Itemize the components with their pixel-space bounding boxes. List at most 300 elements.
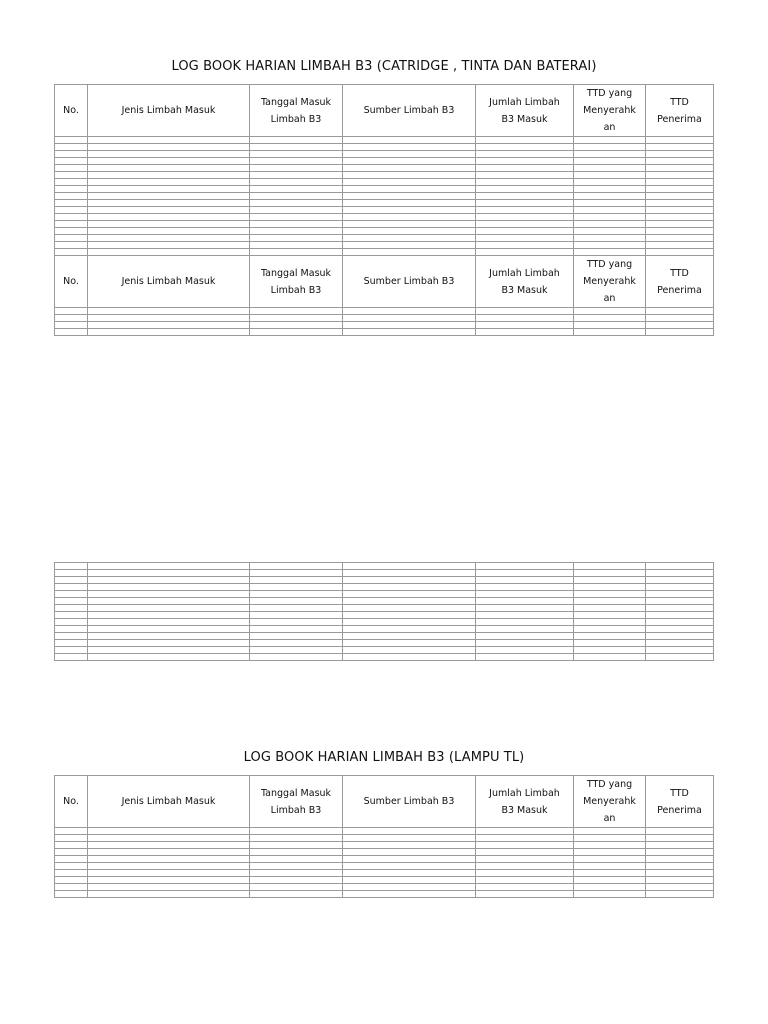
- table-cell: [88, 598, 250, 605]
- table-cell: [55, 856, 88, 863]
- table-cell: [55, 647, 88, 654]
- table-cell: [250, 598, 343, 605]
- table-cell: [88, 891, 250, 898]
- table-cell: [55, 835, 88, 842]
- table-cell: [476, 612, 574, 619]
- table-row: [55, 186, 714, 193]
- table-cell: [88, 249, 250, 256]
- table-row: [55, 221, 714, 228]
- table-cell: [646, 877, 714, 884]
- table-cell: [88, 619, 250, 626]
- table-cell: [646, 242, 714, 249]
- table-cell: [646, 842, 714, 849]
- table-cell: [55, 329, 88, 336]
- table-cell: [88, 835, 250, 842]
- table-cell: [646, 144, 714, 151]
- table-row: [55, 598, 714, 605]
- table-cell: [476, 179, 574, 186]
- table-cell: [476, 584, 574, 591]
- table-cell: [646, 151, 714, 158]
- table-cell: [476, 308, 574, 315]
- table-cell: [476, 200, 574, 207]
- table-cell: [88, 322, 250, 329]
- table-row: [55, 158, 714, 165]
- table-cell: [476, 835, 574, 842]
- table-cell: [476, 228, 574, 235]
- table-cell: [88, 308, 250, 315]
- table-cell: [250, 186, 343, 193]
- table-cell: [646, 584, 714, 591]
- table-cell: [88, 577, 250, 584]
- table-cell: [476, 221, 574, 228]
- table-cell: [574, 577, 646, 584]
- table-cell: [646, 891, 714, 898]
- table-cell: [88, 870, 250, 877]
- table-cell: [343, 137, 476, 144]
- table-cell: [88, 633, 250, 640]
- table-cell: [574, 144, 646, 151]
- table-cell: [55, 165, 88, 172]
- table-cell: [476, 619, 574, 626]
- table-cell: [574, 842, 646, 849]
- table-cell: [250, 242, 343, 249]
- table-cell: [343, 591, 476, 598]
- header-sumber-limbah: Sumber Limbah B3: [343, 85, 476, 137]
- table-cell: [88, 228, 250, 235]
- table-cell: [55, 221, 88, 228]
- header-jenis-limbah: Jenis Limbah Masuk: [88, 776, 250, 828]
- table-cell: [574, 228, 646, 235]
- table-cell: [55, 877, 88, 884]
- table-cell: [55, 563, 88, 570]
- table-cell: [88, 842, 250, 849]
- table-cell: [55, 249, 88, 256]
- table-cell: [476, 249, 574, 256]
- header-no: No.: [55, 85, 88, 137]
- table-cell: [476, 849, 574, 856]
- table-cell: [55, 626, 88, 633]
- table-cell: [476, 193, 574, 200]
- table-cell: [646, 640, 714, 647]
- table-cell: [55, 186, 88, 193]
- table-cell: [343, 165, 476, 172]
- table-cell: [55, 619, 88, 626]
- table-cell: [55, 228, 88, 235]
- table-row: [55, 647, 714, 654]
- table-cell: [343, 144, 476, 151]
- table-row: [55, 828, 714, 835]
- table-row: [55, 605, 714, 612]
- table-row: [55, 563, 714, 570]
- table-cell: [476, 877, 574, 884]
- table-cell: [250, 158, 343, 165]
- table-cell: [343, 891, 476, 898]
- table-cell: [476, 640, 574, 647]
- table-cell: [476, 151, 574, 158]
- table-cell: [250, 228, 343, 235]
- table-row: [55, 235, 714, 242]
- table-cell: [55, 598, 88, 605]
- table-cell: [250, 144, 343, 151]
- table-cell: [55, 870, 88, 877]
- table-cell: [88, 640, 250, 647]
- table-cell: [646, 647, 714, 654]
- table-cell: [574, 884, 646, 891]
- table-cell: [646, 849, 714, 856]
- table-cell: [343, 584, 476, 591]
- table-cell: [55, 863, 88, 870]
- table-cell: [343, 856, 476, 863]
- table-cell: [250, 329, 343, 336]
- table-cell: [55, 654, 88, 661]
- table-cell: [646, 605, 714, 612]
- table-cell: [250, 570, 343, 577]
- header-jenis-limbah: Jenis Limbah Masuk: [88, 85, 250, 137]
- table-cell: [343, 598, 476, 605]
- table-cell: [343, 242, 476, 249]
- table-cell: [55, 570, 88, 577]
- table-cell: [343, 647, 476, 654]
- table-cell: [476, 626, 574, 633]
- table-cell: [250, 172, 343, 179]
- table-row: [55, 570, 714, 577]
- table-cell: [574, 891, 646, 898]
- table-cell: [646, 856, 714, 863]
- table-cell: [476, 654, 574, 661]
- table-cell: [343, 329, 476, 336]
- table-cell: [574, 137, 646, 144]
- table-cell: [646, 315, 714, 322]
- table-cell: [343, 186, 476, 193]
- table-cell: [250, 165, 343, 172]
- table-row: [55, 137, 714, 144]
- table-cell: [88, 605, 250, 612]
- table-cell: [574, 856, 646, 863]
- table-cell: [574, 619, 646, 626]
- table-cell: [55, 842, 88, 849]
- table-cell: [343, 151, 476, 158]
- table-cell: [88, 207, 250, 214]
- table-cell: [343, 877, 476, 884]
- table-header-row: [55, 776, 714, 828]
- logbook-table-cartridge-continued: [54, 562, 714, 661]
- table-cell: [250, 151, 343, 158]
- table-cell: [343, 228, 476, 235]
- table-cell: [343, 200, 476, 207]
- table-cell: [250, 207, 343, 214]
- header-no: No.: [55, 256, 88, 308]
- table-cell: [574, 870, 646, 877]
- table-cell: [343, 577, 476, 584]
- header-jenis-limbah: Jenis Limbah Masuk: [88, 256, 250, 308]
- table-cell: [55, 884, 88, 891]
- table-cell: [88, 144, 250, 151]
- table-cell: [574, 165, 646, 172]
- table-cell: [646, 186, 714, 193]
- table-cell: [343, 849, 476, 856]
- logbook-table-lampu-tl: [54, 775, 714, 898]
- logbook-table-cartridge: [54, 84, 714, 336]
- table-row: [55, 308, 714, 315]
- table-cell: [88, 849, 250, 856]
- table-cell: [88, 200, 250, 207]
- table-cell: [476, 165, 574, 172]
- table-cell: [574, 329, 646, 336]
- table-cell: [250, 249, 343, 256]
- table-cell: [343, 158, 476, 165]
- table-cell: [343, 835, 476, 842]
- document-title-lampu-tl: LOG BOOK HARIAN LIMBAH B3 (LAMPU TL): [243, 750, 525, 765]
- table-cell: [55, 640, 88, 647]
- table-cell: [574, 647, 646, 654]
- table-cell: [250, 193, 343, 200]
- table-cell: [250, 863, 343, 870]
- table-cell: [55, 633, 88, 640]
- table-cell: [88, 214, 250, 221]
- table-cell: [250, 214, 343, 221]
- table-cell: [343, 619, 476, 626]
- table-cell: [476, 647, 574, 654]
- table-cell: [646, 654, 714, 661]
- table-cell: [88, 151, 250, 158]
- table-cell: [574, 877, 646, 884]
- table-cell: [476, 137, 574, 144]
- table-cell: [250, 654, 343, 661]
- table-cell: [574, 828, 646, 835]
- table-cell: [646, 884, 714, 891]
- table-cell: [250, 870, 343, 877]
- table-row: [55, 172, 714, 179]
- document-title-cartridge: LOG BOOK HARIAN LIMBAH B3 (CATRIDGE , TINTA DAN BATERAI): [171, 59, 597, 74]
- table-cell: [574, 598, 646, 605]
- table-cell: [646, 626, 714, 633]
- table-cell: [55, 315, 88, 322]
- table-cell: [476, 856, 574, 863]
- table-cell: [88, 612, 250, 619]
- table-cell: [250, 856, 343, 863]
- table-cell: [343, 842, 476, 849]
- table-cell: [646, 329, 714, 336]
- table-cell: [476, 577, 574, 584]
- table-cell: [343, 563, 476, 570]
- table-cell: [476, 172, 574, 179]
- table-cell: [250, 633, 343, 640]
- table-row: [55, 842, 714, 849]
- table-cell: [343, 179, 476, 186]
- table-header-row: [55, 256, 714, 308]
- table-cell: [646, 221, 714, 228]
- header-tanggal-masuk: Tanggal Masuk Limbah B3: [250, 85, 343, 137]
- table-cell: [574, 172, 646, 179]
- table-row: [55, 584, 714, 591]
- table-cell: [250, 828, 343, 835]
- table-cell: [343, 870, 476, 877]
- table-cell: [343, 884, 476, 891]
- table-cell: [55, 828, 88, 835]
- table-cell: [574, 179, 646, 186]
- table-row: [55, 165, 714, 172]
- table-cell: [646, 828, 714, 835]
- table-cell: [646, 165, 714, 172]
- table-row: [55, 863, 714, 870]
- table-cell: [343, 605, 476, 612]
- table-cell: [88, 591, 250, 598]
- table-row: [55, 849, 714, 856]
- table-cell: [88, 877, 250, 884]
- header-ttd-penerima: TTD Penerima: [646, 776, 714, 828]
- table-cell: [88, 570, 250, 577]
- header-sumber-limbah: Sumber Limbah B3: [343, 256, 476, 308]
- table-cell: [646, 633, 714, 640]
- table-cell: [646, 193, 714, 200]
- table-cell: [646, 591, 714, 598]
- table-cell: [646, 570, 714, 577]
- table-cell: [646, 179, 714, 186]
- table-cell: [646, 249, 714, 256]
- table-cell: [88, 137, 250, 144]
- table-cell: [574, 591, 646, 598]
- table-cell: [88, 654, 250, 661]
- table-row: [55, 856, 714, 863]
- table-cell: [646, 207, 714, 214]
- table-cell: [574, 863, 646, 870]
- table-cell: [343, 654, 476, 661]
- table-cell: [55, 891, 88, 898]
- table-row: [55, 193, 714, 200]
- table-cell: [574, 214, 646, 221]
- table-row: [55, 877, 714, 884]
- table-cell: [88, 626, 250, 633]
- table-row: [55, 654, 714, 661]
- table-cell: [574, 207, 646, 214]
- table-cell: [574, 315, 646, 322]
- table-cell: [250, 577, 343, 584]
- table-row: [55, 870, 714, 877]
- table-cell: [646, 228, 714, 235]
- table-cell: [343, 626, 476, 633]
- table-cell: [55, 308, 88, 315]
- table-row: [55, 835, 714, 842]
- table-cell: [343, 633, 476, 640]
- table-cell: [88, 563, 250, 570]
- table-cell: [55, 151, 88, 158]
- table-cell: [646, 612, 714, 619]
- header-ttd-penerima: TTD Penerima: [646, 85, 714, 137]
- table-cell: [574, 308, 646, 315]
- table-cell: [88, 186, 250, 193]
- table-cell: [343, 193, 476, 200]
- table-cell: [250, 179, 343, 186]
- table-cell: [88, 884, 250, 891]
- table-cell: [646, 322, 714, 329]
- table-row: [55, 315, 714, 322]
- table-cell: [55, 137, 88, 144]
- table-row: [55, 228, 714, 235]
- table-cell: [476, 570, 574, 577]
- table-cell: [476, 207, 574, 214]
- table-cell: [646, 214, 714, 221]
- table-cell: [250, 235, 343, 242]
- table-cell: [250, 891, 343, 898]
- table-cell: [574, 584, 646, 591]
- table-cell: [55, 612, 88, 619]
- table-cell: [55, 158, 88, 165]
- table-cell: [343, 640, 476, 647]
- table-cell: [646, 158, 714, 165]
- table-cell: [646, 619, 714, 626]
- table-cell: [88, 242, 250, 249]
- table-cell: [343, 315, 476, 322]
- table-cell: [343, 214, 476, 221]
- table-cell: [250, 619, 343, 626]
- table-cell: [88, 172, 250, 179]
- header-no: No.: [55, 776, 88, 828]
- table-cell: [574, 200, 646, 207]
- table-row: [55, 214, 714, 221]
- header-tanggal-masuk: Tanggal Masuk Limbah B3: [250, 256, 343, 308]
- table-cell: [476, 563, 574, 570]
- table-row: [55, 200, 714, 207]
- table-cell: [250, 647, 343, 654]
- table-cell: [574, 633, 646, 640]
- table-cell: [88, 856, 250, 863]
- table-cell: [343, 172, 476, 179]
- table-cell: [476, 863, 574, 870]
- table-cell: [574, 235, 646, 242]
- table-cell: [476, 322, 574, 329]
- table-cell: [343, 322, 476, 329]
- table-cell: [574, 605, 646, 612]
- table-cell: [250, 877, 343, 884]
- table-cell: [574, 242, 646, 249]
- table-cell: [55, 322, 88, 329]
- table-cell: [55, 207, 88, 214]
- header-ttd-menyerahkan: TTD yang Menyerahk an: [574, 256, 646, 308]
- table-cell: [476, 158, 574, 165]
- table-cell: [476, 315, 574, 322]
- table-row: [55, 884, 714, 891]
- table-cell: [88, 193, 250, 200]
- table-cell: [88, 179, 250, 186]
- table-cell: [476, 242, 574, 249]
- table-row: [55, 626, 714, 633]
- table-cell: [88, 235, 250, 242]
- table-cell: [55, 179, 88, 186]
- table-cell: [250, 849, 343, 856]
- table-cell: [250, 612, 343, 619]
- table-cell: [250, 640, 343, 647]
- header-jumlah-limbah: Jumlah Limbah B3 Masuk: [476, 776, 574, 828]
- table-cell: [88, 863, 250, 870]
- header-sumber-limbah: Sumber Limbah B3: [343, 776, 476, 828]
- table-cell: [55, 235, 88, 242]
- header-ttd-penerima: TTD Penerima: [646, 256, 714, 308]
- table-cell: [88, 221, 250, 228]
- table-cell: [343, 235, 476, 242]
- table-row: [55, 612, 714, 619]
- table-cell: [55, 849, 88, 856]
- table-cell: [88, 315, 250, 322]
- table-cell: [574, 322, 646, 329]
- table-row: [55, 577, 714, 584]
- table-cell: [574, 563, 646, 570]
- table-cell: [476, 186, 574, 193]
- header-jumlah-limbah: Jumlah Limbah B3 Masuk: [476, 256, 574, 308]
- table-cell: [574, 570, 646, 577]
- table-cell: [250, 884, 343, 891]
- table-cell: [574, 158, 646, 165]
- table-cell: [574, 654, 646, 661]
